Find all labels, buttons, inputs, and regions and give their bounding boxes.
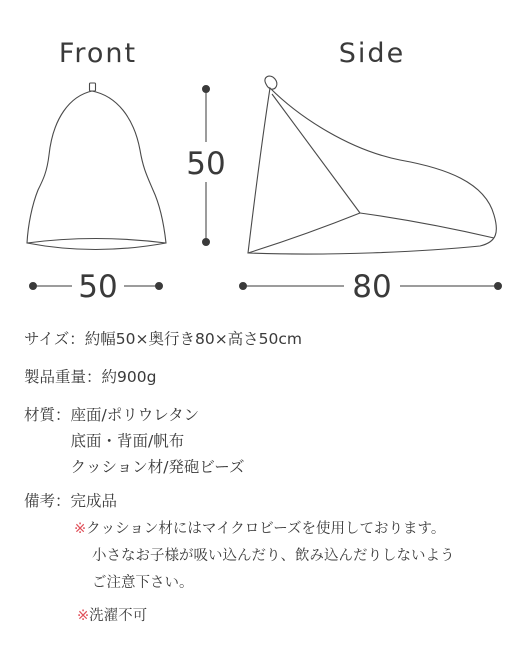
note-beads-text-1: クッション材にはマイクロビーズを使用しております。 <box>86 521 446 537</box>
spec-material-line: 座面/ポリウレタン <box>70 406 200 424</box>
depth-right-dot <box>495 283 502 290</box>
note-beads-line-3: ご注意下さい。 <box>92 575 194 591</box>
spec-notes-row <box>24 488 514 514</box>
front-width-right-dot <box>156 283 163 290</box>
side-seam-left <box>248 213 360 253</box>
spec-material-label: 材質： <box>24 406 71 424</box>
note-beads-line-1 <box>74 516 514 543</box>
spec-size-row <box>24 326 514 352</box>
spec-weight-label: 製品重量： <box>24 368 102 386</box>
spec-material-line: クッション材/発砲ビーズ <box>70 458 245 476</box>
spec-weight-row <box>24 364 514 390</box>
note-beads-line-2: 小さなお子様が吸い込んだり、飲み込んだりしないよう <box>92 548 455 564</box>
spec-material-row <box>24 402 514 480</box>
product-dimension-diagram <box>0 0 525 310</box>
spec-notes-label: 備考： <box>24 492 71 510</box>
spec-notes-value: 完成品 <box>70 492 118 510</box>
depth-value: 80 <box>352 269 392 305</box>
side-top-loop <box>265 76 277 89</box>
note-mark: ※ <box>74 521 87 537</box>
side-outline <box>248 88 496 254</box>
spec-material-line: 底面・背面/帆布 <box>70 432 185 450</box>
side-seam-right <box>360 213 494 238</box>
spec-list <box>24 326 514 629</box>
spec-material-values <box>71 402 245 480</box>
front-top-tab <box>90 83 96 91</box>
note-no-wash <box>77 603 514 629</box>
front-outline <box>27 91 166 250</box>
spec-weight-value: 約900g <box>101 368 157 386</box>
height-value: 50 <box>186 146 226 182</box>
width-value: 50 <box>78 269 118 305</box>
note-mark: ※ <box>77 608 90 624</box>
side-seam-center <box>272 94 360 213</box>
note-beads <box>74 516 514 597</box>
spec-size-value: 約幅50×奥行き80×高さ50cm <box>84 330 303 348</box>
front-view-drawing <box>27 83 166 250</box>
side-view-drawing <box>248 76 496 254</box>
front-bottom-seam <box>27 239 166 244</box>
spec-size-label: サイズ： <box>24 330 85 348</box>
front-view-title: Front <box>58 38 138 69</box>
note-no-wash-text: 洗濯不可 <box>89 608 148 624</box>
side-view-title: Side <box>338 38 406 69</box>
height-dim-bottom-dot <box>203 239 210 246</box>
